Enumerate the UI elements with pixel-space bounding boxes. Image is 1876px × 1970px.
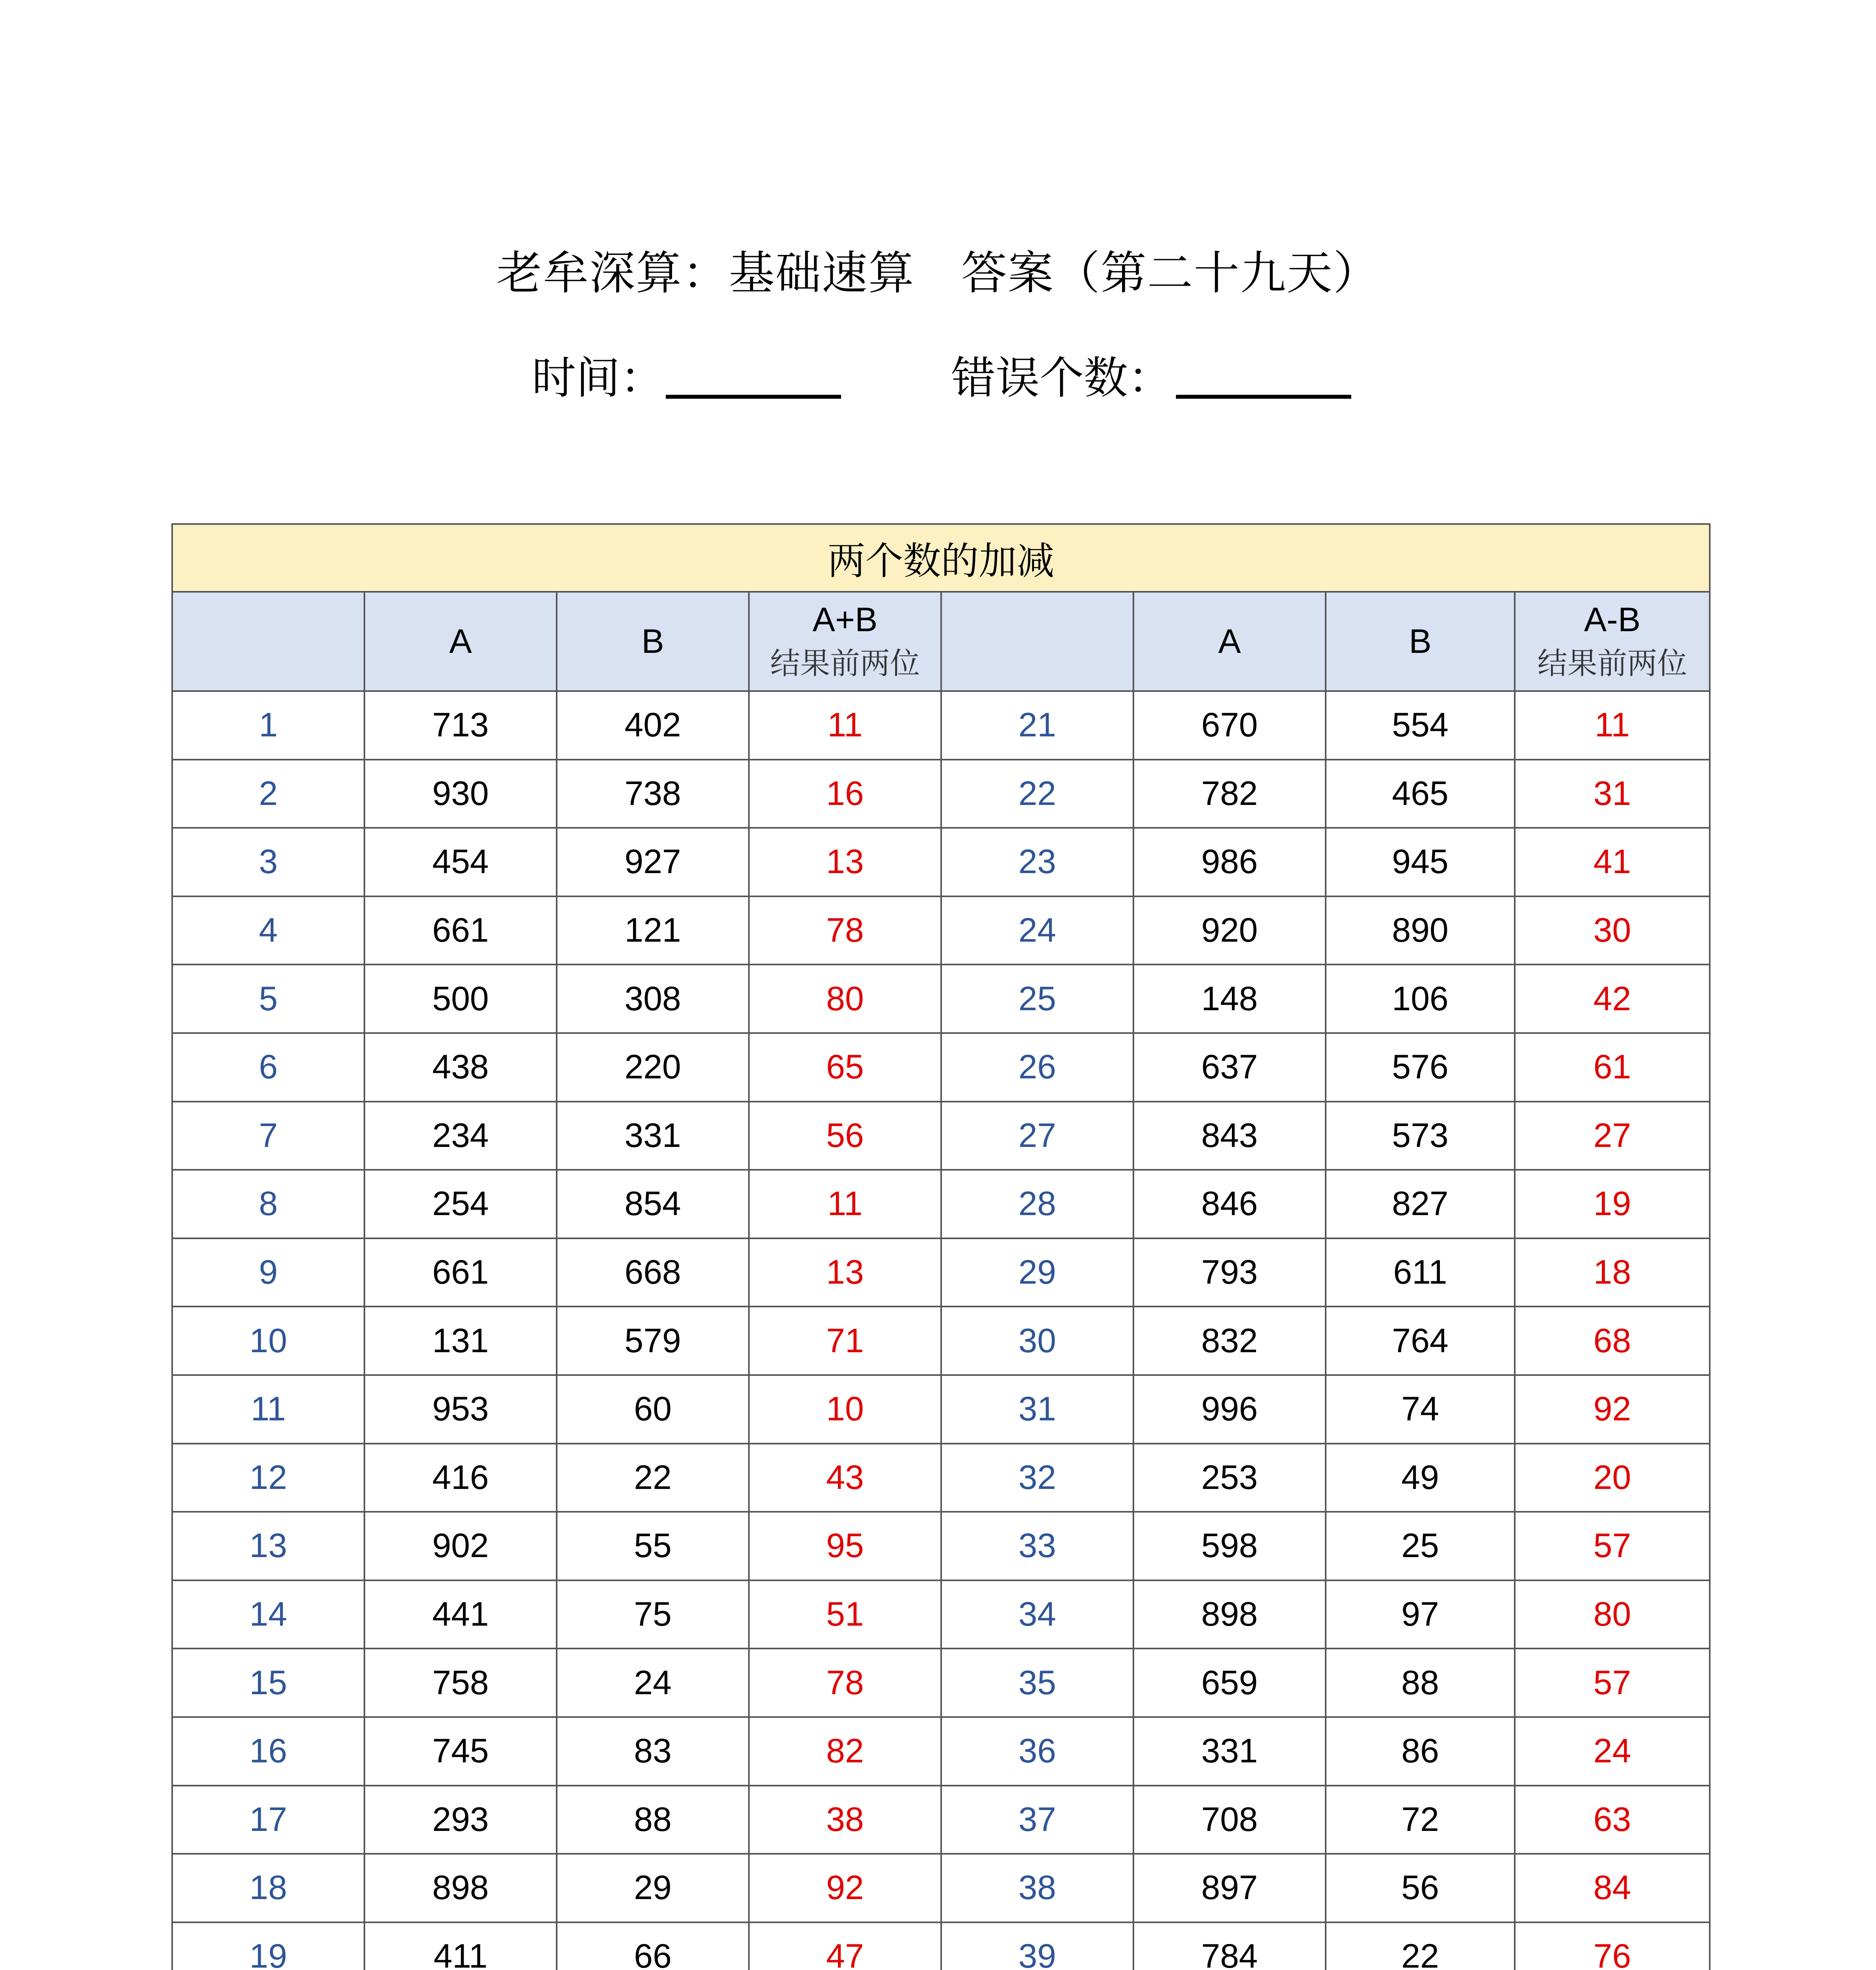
answer-diff: 84 — [1515, 1854, 1710, 1922]
answer-diff: 80 — [1515, 1580, 1710, 1649]
table-row — [172, 691, 1710, 760]
value-a-left: 254 — [364, 1170, 557, 1238]
answer-sum: 13 — [749, 1238, 941, 1307]
header-b-right: B — [1326, 592, 1515, 691]
value-a-right: 898 — [1133, 1580, 1326, 1649]
answer-diff: 42 — [1515, 965, 1710, 1033]
error-count-label: 错误个数： — [951, 353, 1172, 404]
row-index-right: 23 — [941, 828, 1133, 896]
value-b-left: 308 — [557, 965, 749, 1033]
row-index-right: 32 — [941, 1444, 1133, 1512]
header-diff-sub: 结果前两位 — [1537, 646, 1687, 681]
table-row — [172, 1854, 1710, 1922]
value-b-right: 97 — [1326, 1580, 1515, 1649]
answer-diff: 76 — [1515, 1922, 1710, 1970]
value-b-left: 121 — [557, 896, 749, 965]
value-b-left: 83 — [557, 1717, 749, 1786]
answer-diff: 63 — [1515, 1786, 1710, 1854]
answer-sum: 11 — [749, 1170, 941, 1238]
answer-sum: 78 — [749, 1648, 941, 1717]
answer-diff: 57 — [1515, 1648, 1710, 1717]
table-row — [172, 1648, 1710, 1717]
header-sum-left — [749, 592, 941, 691]
row-index-right: 25 — [941, 965, 1133, 1033]
value-a-right: 920 — [1133, 896, 1326, 965]
value-a-right: 832 — [1133, 1307, 1326, 1375]
error-blank-line — [1176, 395, 1351, 399]
value-a-left: 438 — [364, 1033, 557, 1102]
row-index-left: 15 — [172, 1648, 364, 1717]
table-row — [172, 1444, 1710, 1512]
value-b-left: 738 — [557, 760, 749, 828]
header-diff-label: A-B — [1584, 601, 1641, 639]
table-row — [172, 1307, 1710, 1375]
row-index-right: 28 — [941, 1170, 1133, 1238]
answer-diff: 24 — [1515, 1717, 1710, 1786]
value-a-left: 500 — [364, 965, 557, 1033]
value-a-right: 253 — [1133, 1444, 1326, 1512]
answer-sum: 82 — [749, 1717, 941, 1786]
value-a-left: 661 — [364, 896, 557, 965]
value-b-left: 66 — [557, 1922, 749, 1970]
answer-sum: 80 — [749, 965, 941, 1033]
value-a-left: 234 — [364, 1102, 557, 1170]
row-index-right: 24 — [941, 896, 1133, 965]
value-a-right: 897 — [1133, 1854, 1326, 1922]
value-a-left: 411 — [364, 1922, 557, 1970]
value-b-right: 25 — [1326, 1512, 1515, 1580]
answer-sum: 95 — [749, 1512, 941, 1580]
header-diff-right — [1515, 592, 1710, 691]
answer-diff: 92 — [1515, 1375, 1710, 1444]
answer-sum: 11 — [749, 691, 941, 760]
answer-diff: 20 — [1515, 1444, 1710, 1512]
value-b-right: 576 — [1326, 1033, 1515, 1102]
table-row — [172, 1238, 1710, 1307]
header-sum-sub: 结果前两位 — [770, 646, 920, 681]
row-index-left: 2 — [172, 760, 364, 828]
row-index-right: 22 — [941, 760, 1133, 828]
answer-diff: 19 — [1515, 1170, 1710, 1238]
table-row — [172, 1512, 1710, 1580]
value-b-right: 611 — [1326, 1238, 1515, 1307]
value-b-right: 945 — [1326, 828, 1515, 896]
row-index-left: 17 — [172, 1786, 364, 1854]
answer-sum: 78 — [749, 896, 941, 965]
value-b-left: 55 — [557, 1512, 749, 1580]
row-index-left: 7 — [172, 1102, 364, 1170]
value-b-left: 75 — [557, 1580, 749, 1649]
answer-sum: 16 — [749, 760, 941, 828]
value-b-left: 22 — [557, 1444, 749, 1512]
two-number-table — [171, 523, 1711, 1970]
answer-diff: 30 — [1515, 896, 1710, 965]
value-a-right: 782 — [1133, 760, 1326, 828]
answer-sum: 92 — [749, 1854, 941, 1922]
value-a-right: 793 — [1133, 1238, 1326, 1307]
row-index-right: 30 — [941, 1307, 1133, 1375]
value-a-left: 441 — [364, 1580, 557, 1649]
value-a-right: 659 — [1133, 1648, 1326, 1717]
table-row — [172, 828, 1710, 896]
value-b-right: 49 — [1326, 1444, 1515, 1512]
row-index-left: 10 — [172, 1307, 364, 1375]
value-a-right: 843 — [1133, 1102, 1326, 1170]
value-b-left: 60 — [557, 1375, 749, 1444]
row-index-right: 33 — [941, 1512, 1133, 1580]
value-b-left: 668 — [557, 1238, 749, 1307]
header-b-left: B — [557, 592, 749, 691]
answer-diff: 61 — [1515, 1033, 1710, 1102]
value-a-left: 131 — [364, 1307, 557, 1375]
value-b-right: 86 — [1326, 1717, 1515, 1786]
value-a-left: 416 — [364, 1444, 557, 1512]
row-index-right: 39 — [941, 1922, 1133, 1970]
table-row — [172, 1786, 1710, 1854]
row-index-right: 36 — [941, 1717, 1133, 1786]
value-a-right: 986 — [1133, 828, 1326, 896]
value-b-left: 402 — [557, 691, 749, 760]
value-b-left: 579 — [557, 1307, 749, 1375]
table-row — [172, 1170, 1710, 1238]
answer-sum: 43 — [749, 1444, 941, 1512]
table-row — [172, 1102, 1710, 1170]
answer-diff: 27 — [1515, 1102, 1710, 1170]
table-row — [172, 1580, 1710, 1649]
row-index-right: 29 — [941, 1238, 1133, 1307]
row-index-right: 27 — [941, 1102, 1133, 1170]
answer-diff: 11 — [1515, 691, 1710, 760]
page-title: 老牟深算：基础速算 答案（第二十九天） — [496, 247, 1380, 300]
row-index-left: 5 — [172, 965, 364, 1033]
value-b-right: 106 — [1326, 965, 1515, 1033]
value-b-right: 74 — [1326, 1375, 1515, 1444]
answer-diff: 41 — [1515, 828, 1710, 896]
value-a-left: 930 — [364, 760, 557, 828]
value-a-left: 293 — [364, 1786, 557, 1854]
header-a-right: A — [1133, 592, 1326, 691]
value-b-right: 56 — [1326, 1854, 1515, 1922]
value-a-left: 758 — [364, 1648, 557, 1717]
row-index-left: 16 — [172, 1717, 364, 1786]
section-title-two-numbers: 两个数的加减 — [172, 524, 1710, 592]
row-index-left: 4 — [172, 896, 364, 965]
value-b-right: 573 — [1326, 1102, 1515, 1170]
value-b-right: 554 — [1326, 691, 1515, 760]
row-index-left: 11 — [172, 1375, 364, 1444]
value-b-right: 465 — [1326, 760, 1515, 828]
value-b-right: 22 — [1326, 1922, 1515, 1970]
value-a-left: 745 — [364, 1717, 557, 1786]
row-index-left: 14 — [172, 1580, 364, 1649]
value-a-right: 846 — [1133, 1170, 1326, 1238]
answer-sum: 51 — [749, 1580, 941, 1649]
value-a-right: 598 — [1133, 1512, 1326, 1580]
answer-diff: 31 — [1515, 760, 1710, 828]
row-index-left: 6 — [172, 1033, 364, 1102]
time-label: 时间： — [532, 353, 664, 404]
time-blank-line — [666, 395, 841, 399]
value-a-right: 784 — [1133, 1922, 1326, 1970]
row-index-right: 34 — [941, 1580, 1133, 1649]
table-row — [172, 1717, 1710, 1786]
value-b-left: 24 — [557, 1648, 749, 1717]
value-b-right: 88 — [1326, 1648, 1515, 1717]
value-b-left: 29 — [557, 1854, 749, 1922]
row-index-right: 21 — [941, 691, 1133, 760]
value-a-left: 898 — [364, 1854, 557, 1922]
answer-sum: 38 — [749, 1786, 941, 1854]
header-index-left — [172, 592, 364, 691]
row-index-right: 31 — [941, 1375, 1133, 1444]
header-sum-label: A+B — [812, 601, 878, 639]
value-b-left: 88 — [557, 1786, 749, 1854]
value-a-left: 953 — [364, 1375, 557, 1444]
value-a-right: 331 — [1133, 1717, 1326, 1786]
value-a-left: 661 — [364, 1238, 557, 1307]
answer-sum: 47 — [749, 1922, 941, 1970]
table-row — [172, 896, 1710, 965]
header-index-right — [941, 592, 1133, 691]
row-index-left: 13 — [172, 1512, 364, 1580]
answer-sum: 56 — [749, 1102, 941, 1170]
answer-sum: 10 — [749, 1375, 941, 1444]
value-a-right: 708 — [1133, 1786, 1326, 1854]
value-a-left: 454 — [364, 828, 557, 896]
table-row — [172, 760, 1710, 828]
header-a-left: A — [364, 592, 557, 691]
row-index-left: 8 — [172, 1170, 364, 1238]
row-index-left: 3 — [172, 828, 364, 896]
row-index-left: 18 — [172, 1854, 364, 1922]
answer-sum: 71 — [749, 1307, 941, 1375]
value-b-left: 220 — [557, 1033, 749, 1102]
row-index-right: 37 — [941, 1786, 1133, 1854]
value-a-right: 996 — [1133, 1375, 1326, 1444]
value-b-right: 827 — [1326, 1170, 1515, 1238]
answer-diff: 68 — [1515, 1307, 1710, 1375]
time-error-row — [0, 343, 1876, 402]
value-a-right: 148 — [1133, 965, 1326, 1033]
value-b-left: 854 — [557, 1170, 749, 1238]
answer-diff: 18 — [1515, 1238, 1710, 1307]
row-index-left: 9 — [172, 1238, 364, 1307]
value-a-left: 902 — [364, 1512, 557, 1580]
value-b-left: 927 — [557, 828, 749, 896]
value-b-right: 764 — [1326, 1307, 1515, 1375]
table-row — [172, 1033, 1710, 1102]
row-index-right: 35 — [941, 1648, 1133, 1717]
row-index-left: 12 — [172, 1444, 364, 1512]
value-b-left: 331 — [557, 1102, 749, 1170]
value-a-left: 713 — [364, 691, 557, 760]
row-index-left: 1 — [172, 691, 364, 760]
value-a-right: 670 — [1133, 691, 1326, 760]
value-b-right: 890 — [1326, 896, 1515, 965]
table-row — [172, 965, 1710, 1033]
answer-sum: 65 — [749, 1033, 941, 1102]
value-a-right: 637 — [1133, 1033, 1326, 1102]
value-b-right: 72 — [1326, 1786, 1515, 1854]
answer-sum: 13 — [749, 828, 941, 896]
row-index-right: 26 — [941, 1033, 1133, 1102]
answer-diff: 57 — [1515, 1512, 1710, 1580]
row-index-left: 19 — [172, 1922, 364, 1970]
row-index-right: 38 — [941, 1854, 1133, 1922]
table-row — [172, 1375, 1710, 1444]
table-row — [172, 1922, 1710, 1970]
